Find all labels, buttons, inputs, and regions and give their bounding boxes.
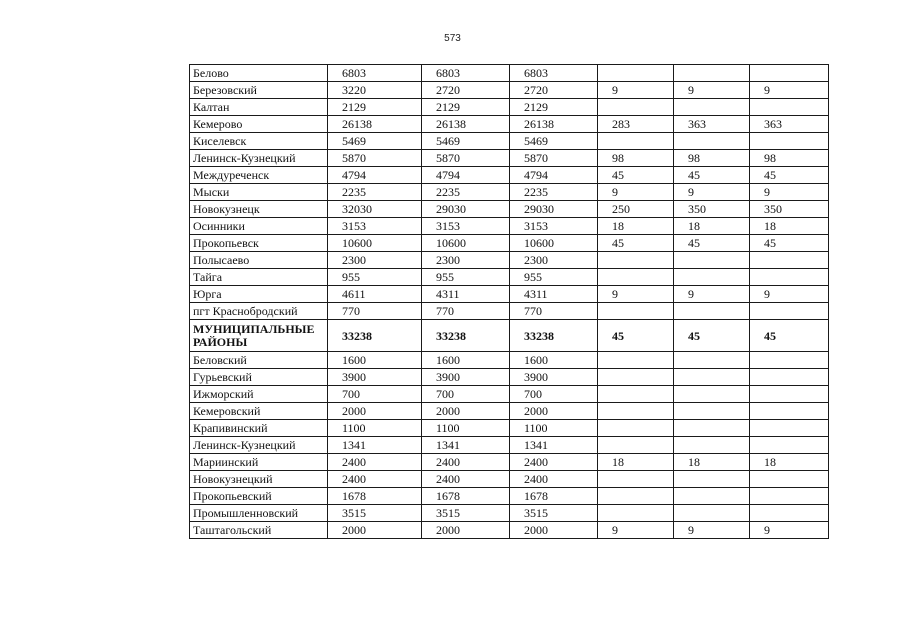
value-cell-5: 9 (674, 82, 750, 99)
value-cell-2: 2000 (422, 522, 510, 539)
value-cell-2: 2400 (422, 471, 510, 488)
value-cell-4: 250 (598, 201, 674, 218)
value-cell-3: 3900 (510, 369, 598, 386)
value-cell-1: 3220 (328, 82, 422, 99)
table-row (190, 116, 829, 133)
value-cell-2: 2129 (422, 99, 510, 116)
value-cell-2: 1678 (422, 488, 510, 505)
municipality-name-cell: Новокузнецк (190, 201, 328, 218)
value-cell-1: 1100 (328, 420, 422, 437)
value-cell-6: 18 (750, 218, 829, 235)
value-cell-2: 1600 (422, 352, 510, 369)
value-cell-1: 2235 (328, 184, 422, 201)
value-cell-6 (750, 99, 829, 116)
value-cell-2: 29030 (422, 201, 510, 218)
value-cell-4 (598, 352, 674, 369)
table-row (190, 235, 829, 252)
value-cell-4: 9 (598, 522, 674, 539)
value-cell-1: 3900 (328, 369, 422, 386)
municipality-name-cell: пгт Краснобродский (190, 303, 328, 320)
value-cell-4 (598, 471, 674, 488)
value-cell-6 (750, 437, 829, 454)
value-cell-6 (750, 471, 829, 488)
value-cell-1: 770 (328, 303, 422, 320)
value-cell-6: 9 (750, 286, 829, 303)
value-cell-1: 2400 (328, 471, 422, 488)
value-cell-6: 9 (750, 184, 829, 201)
table-row (190, 65, 829, 82)
value-cell-6: 9 (750, 82, 829, 99)
value-cell-1: 3153 (328, 218, 422, 235)
value-cell-4 (598, 252, 674, 269)
value-cell-1: 2000 (328, 522, 422, 539)
value-cell-4 (598, 369, 674, 386)
table-row (190, 286, 829, 303)
value-cell-4 (598, 133, 674, 150)
value-cell-3: 1600 (510, 352, 598, 369)
table-row (190, 403, 829, 420)
municipality-name-cell: Гурьевский (190, 369, 328, 386)
table-row (190, 269, 829, 286)
table-row (190, 437, 829, 454)
municipality-name-cell: Калтан (190, 99, 328, 116)
value-cell-2: 26138 (422, 116, 510, 133)
value-cell-2: 4311 (422, 286, 510, 303)
value-cell-4: 45 (598, 167, 674, 184)
data-table (189, 64, 829, 539)
value-cell-5: 45 (674, 235, 750, 252)
value-cell-4: 45 (598, 320, 674, 352)
value-cell-4: 18 (598, 454, 674, 471)
value-cell-5 (674, 403, 750, 420)
value-cell-1: 32030 (328, 201, 422, 218)
value-cell-6: 45 (750, 235, 829, 252)
municipality-name-cell: Полысаево (190, 252, 328, 269)
value-cell-6 (750, 269, 829, 286)
value-cell-5: 45 (674, 167, 750, 184)
value-cell-1: 10600 (328, 235, 422, 252)
value-cell-5 (674, 420, 750, 437)
value-cell-1: 6803 (328, 65, 422, 82)
value-cell-6: 45 (750, 320, 829, 352)
value-cell-1: 26138 (328, 116, 422, 133)
table-row (190, 471, 829, 488)
value-cell-2: 6803 (422, 65, 510, 82)
value-cell-6 (750, 403, 829, 420)
value-cell-2: 5870 (422, 150, 510, 167)
value-cell-2: 955 (422, 269, 510, 286)
value-cell-2: 700 (422, 386, 510, 403)
value-cell-5 (674, 471, 750, 488)
table-row (190, 218, 829, 235)
value-cell-6 (750, 369, 829, 386)
value-cell-5 (674, 369, 750, 386)
table-row (190, 522, 829, 539)
value-cell-1: 5870 (328, 150, 422, 167)
value-cell-3: 2400 (510, 471, 598, 488)
value-cell-4 (598, 65, 674, 82)
municipality-name-cell: Ленинск-Кузнецкий (190, 150, 328, 167)
value-cell-6 (750, 303, 829, 320)
value-cell-4 (598, 488, 674, 505)
value-cell-4: 9 (598, 82, 674, 99)
municipality-name-cell: Тайга (190, 269, 328, 286)
value-cell-4 (598, 303, 674, 320)
value-cell-2: 1341 (422, 437, 510, 454)
value-cell-3: 2300 (510, 252, 598, 269)
value-cell-3: 4311 (510, 286, 598, 303)
value-cell-5: 363 (674, 116, 750, 133)
municipality-name-cell: Березовский (190, 82, 328, 99)
value-cell-3: 1100 (510, 420, 598, 437)
value-cell-2: 3900 (422, 369, 510, 386)
municipality-name-cell: Кемерово (190, 116, 328, 133)
value-cell-2: 1100 (422, 420, 510, 437)
municipality-name-cell: Прокопьевский (190, 488, 328, 505)
value-cell-5: 9 (674, 522, 750, 539)
value-cell-2: 2000 (422, 403, 510, 420)
table-row (190, 303, 829, 320)
table-row (190, 454, 829, 471)
table-row (190, 252, 829, 269)
value-cell-2: 10600 (422, 235, 510, 252)
table-body (190, 65, 829, 539)
value-cell-3: 3515 (510, 505, 598, 522)
value-cell-3: 2000 (510, 403, 598, 420)
value-cell-4 (598, 99, 674, 116)
value-cell-2: 3153 (422, 218, 510, 235)
value-cell-5 (674, 505, 750, 522)
value-cell-3: 2720 (510, 82, 598, 99)
table-row (190, 352, 829, 369)
value-cell-5 (674, 65, 750, 82)
value-cell-6 (750, 252, 829, 269)
municipality-name-cell: Междуреченск (190, 167, 328, 184)
table-row (190, 150, 829, 167)
value-cell-2: 2400 (422, 454, 510, 471)
value-cell-2: 3515 (422, 505, 510, 522)
value-cell-3: 1341 (510, 437, 598, 454)
municipality-name-cell: Промышленновский (190, 505, 328, 522)
table-row (190, 184, 829, 201)
municipality-name-cell: Беловский (190, 352, 328, 369)
value-cell-2: 770 (422, 303, 510, 320)
value-cell-5: 18 (674, 218, 750, 235)
value-cell-3: 2000 (510, 522, 598, 539)
value-cell-5: 9 (674, 286, 750, 303)
table-row (190, 386, 829, 403)
value-cell-5: 18 (674, 454, 750, 471)
value-cell-4 (598, 437, 674, 454)
value-cell-4: 9 (598, 286, 674, 303)
value-cell-6: 9 (750, 522, 829, 539)
value-cell-1: 2000 (328, 403, 422, 420)
value-cell-6 (750, 65, 829, 82)
value-cell-1: 33238 (328, 320, 422, 352)
value-cell-5 (674, 437, 750, 454)
value-cell-4: 9 (598, 184, 674, 201)
municipality-name-cell: Юрга (190, 286, 328, 303)
value-cell-3: 6803 (510, 65, 598, 82)
municipality-name-cell: Мариинский (190, 454, 328, 471)
value-cell-1: 700 (328, 386, 422, 403)
value-cell-4 (598, 420, 674, 437)
value-cell-5 (674, 252, 750, 269)
value-cell-1: 1600 (328, 352, 422, 369)
value-cell-4: 98 (598, 150, 674, 167)
table-row (190, 82, 829, 99)
value-cell-3: 26138 (510, 116, 598, 133)
value-cell-3: 700 (510, 386, 598, 403)
table-row (190, 420, 829, 437)
value-cell-4: 18 (598, 218, 674, 235)
value-cell-2: 5469 (422, 133, 510, 150)
value-cell-5: 98 (674, 150, 750, 167)
municipality-name-cell: МУНИЦИПАЛЬНЫЕ РАЙОНЫ (190, 320, 328, 352)
value-cell-5 (674, 352, 750, 369)
value-cell-3: 10600 (510, 235, 598, 252)
municipality-name-cell: Прокопьевск (190, 235, 328, 252)
municipality-name-cell: Белово (190, 65, 328, 82)
value-cell-6: 363 (750, 116, 829, 133)
value-cell-4 (598, 386, 674, 403)
value-cell-3: 5870 (510, 150, 598, 167)
value-cell-1: 1341 (328, 437, 422, 454)
table-row (190, 201, 829, 218)
municipality-name-cell: Киселевск (190, 133, 328, 150)
value-cell-5 (674, 386, 750, 403)
value-cell-1: 2400 (328, 454, 422, 471)
value-cell-6 (750, 133, 829, 150)
value-cell-2: 4794 (422, 167, 510, 184)
value-cell-3: 2235 (510, 184, 598, 201)
table-row (190, 133, 829, 150)
value-cell-3: 1678 (510, 488, 598, 505)
value-cell-5 (674, 99, 750, 116)
municipality-name-cell: Кемеровский (190, 403, 328, 420)
section-header-row (190, 320, 829, 352)
value-cell-6: 98 (750, 150, 829, 167)
value-cell-6: 18 (750, 454, 829, 471)
municipality-name-cell: Мыски (190, 184, 328, 201)
municipality-name-cell: Осинники (190, 218, 328, 235)
municipality-name-cell: Крапивинский (190, 420, 328, 437)
value-cell-3: 29030 (510, 201, 598, 218)
value-cell-1: 2300 (328, 252, 422, 269)
value-cell-6: 45 (750, 167, 829, 184)
value-cell-3: 955 (510, 269, 598, 286)
table-row (190, 505, 829, 522)
value-cell-5: 9 (674, 184, 750, 201)
value-cell-6 (750, 386, 829, 403)
value-cell-6 (750, 420, 829, 437)
value-cell-3: 4794 (510, 167, 598, 184)
municipality-name-cell: Ижморский (190, 386, 328, 403)
value-cell-5: 350 (674, 201, 750, 218)
value-cell-1: 3515 (328, 505, 422, 522)
table-row (190, 369, 829, 386)
value-cell-4 (598, 269, 674, 286)
value-cell-5 (674, 488, 750, 505)
value-cell-3: 2400 (510, 454, 598, 471)
value-cell-3: 3153 (510, 218, 598, 235)
value-cell-3: 5469 (510, 133, 598, 150)
value-cell-4 (598, 403, 674, 420)
table-row (190, 488, 829, 505)
table-row (190, 167, 829, 184)
value-cell-2: 2235 (422, 184, 510, 201)
value-cell-1: 5469 (328, 133, 422, 150)
value-cell-4: 45 (598, 235, 674, 252)
value-cell-5 (674, 133, 750, 150)
value-cell-1: 2129 (328, 99, 422, 116)
municipality-name-cell: Ленинск-Кузнецкий (190, 437, 328, 454)
value-cell-3: 2129 (510, 99, 598, 116)
value-cell-2: 2300 (422, 252, 510, 269)
value-cell-6 (750, 488, 829, 505)
value-cell-5: 45 (674, 320, 750, 352)
value-cell-3: 770 (510, 303, 598, 320)
value-cell-6 (750, 505, 829, 522)
value-cell-1: 955 (328, 269, 422, 286)
value-cell-1: 4611 (328, 286, 422, 303)
value-cell-4: 283 (598, 116, 674, 133)
value-cell-1: 1678 (328, 488, 422, 505)
page-number: 573 (444, 33, 461, 44)
table-row (190, 99, 829, 116)
municipality-name-cell: Таштагольский (190, 522, 328, 539)
value-cell-2: 33238 (422, 320, 510, 352)
value-cell-6 (750, 352, 829, 369)
value-cell-6: 350 (750, 201, 829, 218)
municipality-name-cell: Новокузнецкий (190, 471, 328, 488)
value-cell-2: 2720 (422, 82, 510, 99)
value-cell-1: 4794 (328, 167, 422, 184)
value-cell-5 (674, 303, 750, 320)
value-cell-5 (674, 269, 750, 286)
value-cell-3: 33238 (510, 320, 598, 352)
value-cell-4 (598, 505, 674, 522)
